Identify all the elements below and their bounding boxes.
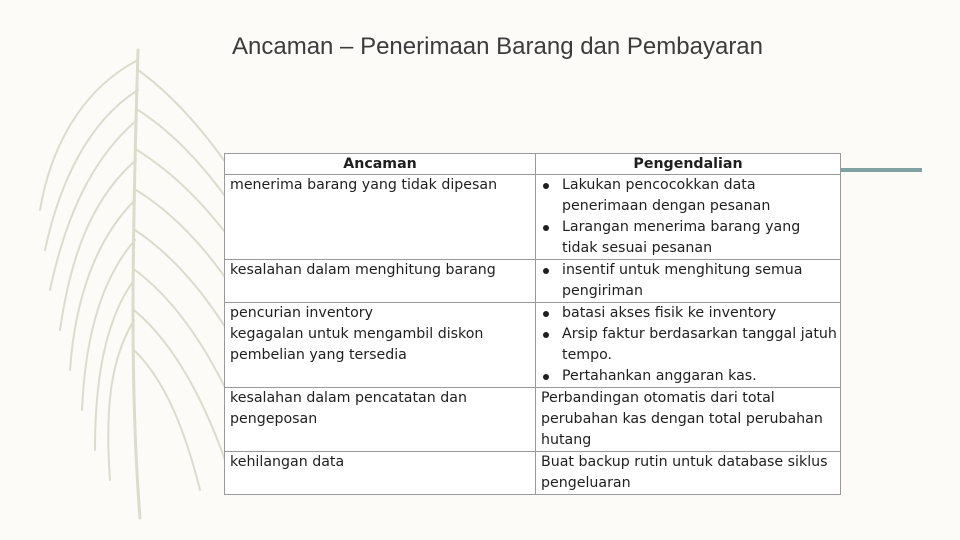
table-row [225,260,841,303]
table-header-row [225,154,841,175]
control-bullet: Lakukan pencocokkan data penerimaan dengan pesanan [541,175,840,217]
control-cell [536,303,841,388]
control-bullet: Pertahankan anggaran kas. [541,366,840,387]
threat-item: pencurian inventory [230,305,374,321]
threat-cell: kesalahan dalam menghitung barang [225,260,536,303]
threat-cell: kehilangan data [225,452,536,495]
threat-control-table [224,153,841,495]
control-bullet: insentif untuk menghitung semua pengiriman [541,260,840,302]
threat-cell [225,303,536,388]
slide-title: Ancaman – Penerimaan Barang dan Pembayaran [232,33,763,60]
threat-item: kegagalan untuk mengambil diskon pembelian yang tersedia [230,326,484,363]
table-row [225,452,841,495]
table-row [225,175,841,260]
header-threat: Ancaman [225,154,536,175]
control-bullet: batasi akses fisik ke inventory [541,303,840,324]
control-bullet: Arsip faktur berdasarkan tanggal jatuh tempo. [541,324,840,366]
control-bullet: Larangan menerima barang yang tidak sesuai pesanan [541,217,840,259]
control-cell [536,260,841,303]
control-cell: Buat backup rutin untuk database siklus pengeluaran [536,452,841,495]
threat-cell: kesalahan dalam pencatatan dan pengeposan [225,388,536,452]
table-row [225,303,841,388]
threat-cell: menerima barang yang tidak dipesan [225,175,536,260]
table-row [225,388,841,452]
control-cell: Perbandingan otomatis dari total perubahan kas dengan total perubahan hutang [536,388,841,452]
control-cell [536,175,841,260]
header-control: Pengendalian [536,154,841,175]
